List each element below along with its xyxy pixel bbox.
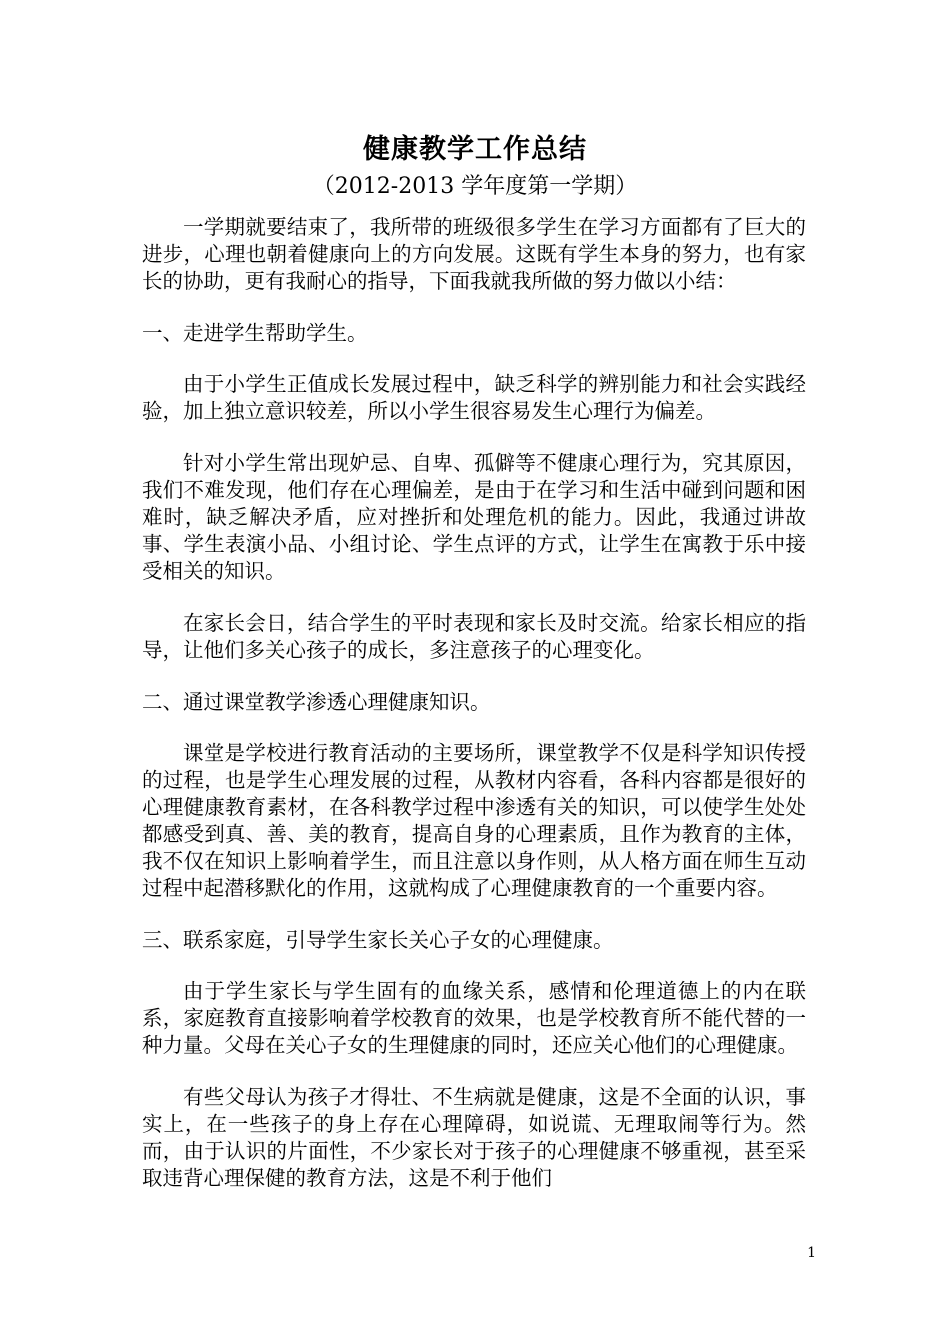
paragraph: 有些父母认为孩子才得壮、不生病就是健康，这是不全面的认识，事实上，在一些孩子的身上存在心理障碍，如说谎、无理取闹等行为。然而，由于认识的片面性，不少家长对于孩子的心理健康不够重视，甚至采取违背心理保健的教育方法，这是不利于他们 xyxy=(142,1085,806,1190)
page-number: 1 xyxy=(807,1245,816,1261)
document-subtitle: （2012-2013 学年度第一学期） xyxy=(312,174,638,199)
paragraph: 课堂是学校进行教育活动的主要场所，课堂教学不仅是科学知识传授的过程，也是学生心理发展的过程，从教材内容看，各科内容都是很好的心理健康教育素材，在各科教学过程中渗透有关的知识，可以使学生处处都感受到真、善、美的教育，提高自身的心理素质，且作为教育的主体，我不仅在知识上影响着学生，而且注意以身作则，从人格方面在师生互动过程中起潜移默化的作用，这就构成了心理健康教育的一个重要内容。 xyxy=(142,741,806,900)
paragraph: 针对小学生常出现妒忌、自卑、孤僻等不健康心理行为，究其原因，我们不难发现，他们存在心理偏差，是由于在学习和生活中碰到问题和困难时，缺乏解决矛盾，应对挫折和处理危机的能力。因此，我通过讲故事、学生表演小品、小组讨论、学生点评的方式，让学生在寓教于乐中接受相关的知识。 xyxy=(142,451,806,583)
section-heading-2: 二、通过课堂教学渗透心理健康知识。 xyxy=(142,690,491,714)
paragraph: 在家长会日，结合学生的平时表现和家长及时交流。给家长相应的指导，让他们多关心孩子的成长，多注意孩子的心理变化。 xyxy=(142,611,806,662)
document-title: 健康教学工作总结 xyxy=(363,134,587,165)
paragraph: 由于学生家长与学生固有的血缘关系，感情和伦理道德上的内在联系，家庭教育直接影响着学校教育的效果，也是学校教育所不能代替的一种力量。父母在关心子女的生理健康的同时，还应关心他们的心理健康。 xyxy=(142,979,806,1057)
paragraph: 由于小学生正值成长发展过程中，缺乏科学的辨别能力和社会实践经验，加上独立意识较差，所以小学生很容易发生心理行为偏差。 xyxy=(142,372,806,423)
intro-paragraph: 一学期就要结束了，我所带的班级很多学生在学习方面都有了巨大的进步，心理也朝着健康向上的方向发展。这既有学生本身的努力，也有家长的协助，更有我耐心的指导，下面我就我所做的努力做以小结： xyxy=(142,215,806,293)
document-body xyxy=(142,214,806,1217)
section-heading-3: 三、联系家庭，引导学生家长关心子女的心理健康。 xyxy=(142,928,614,952)
section-heading-1: 一、走进学生帮助学生。 xyxy=(142,321,368,345)
